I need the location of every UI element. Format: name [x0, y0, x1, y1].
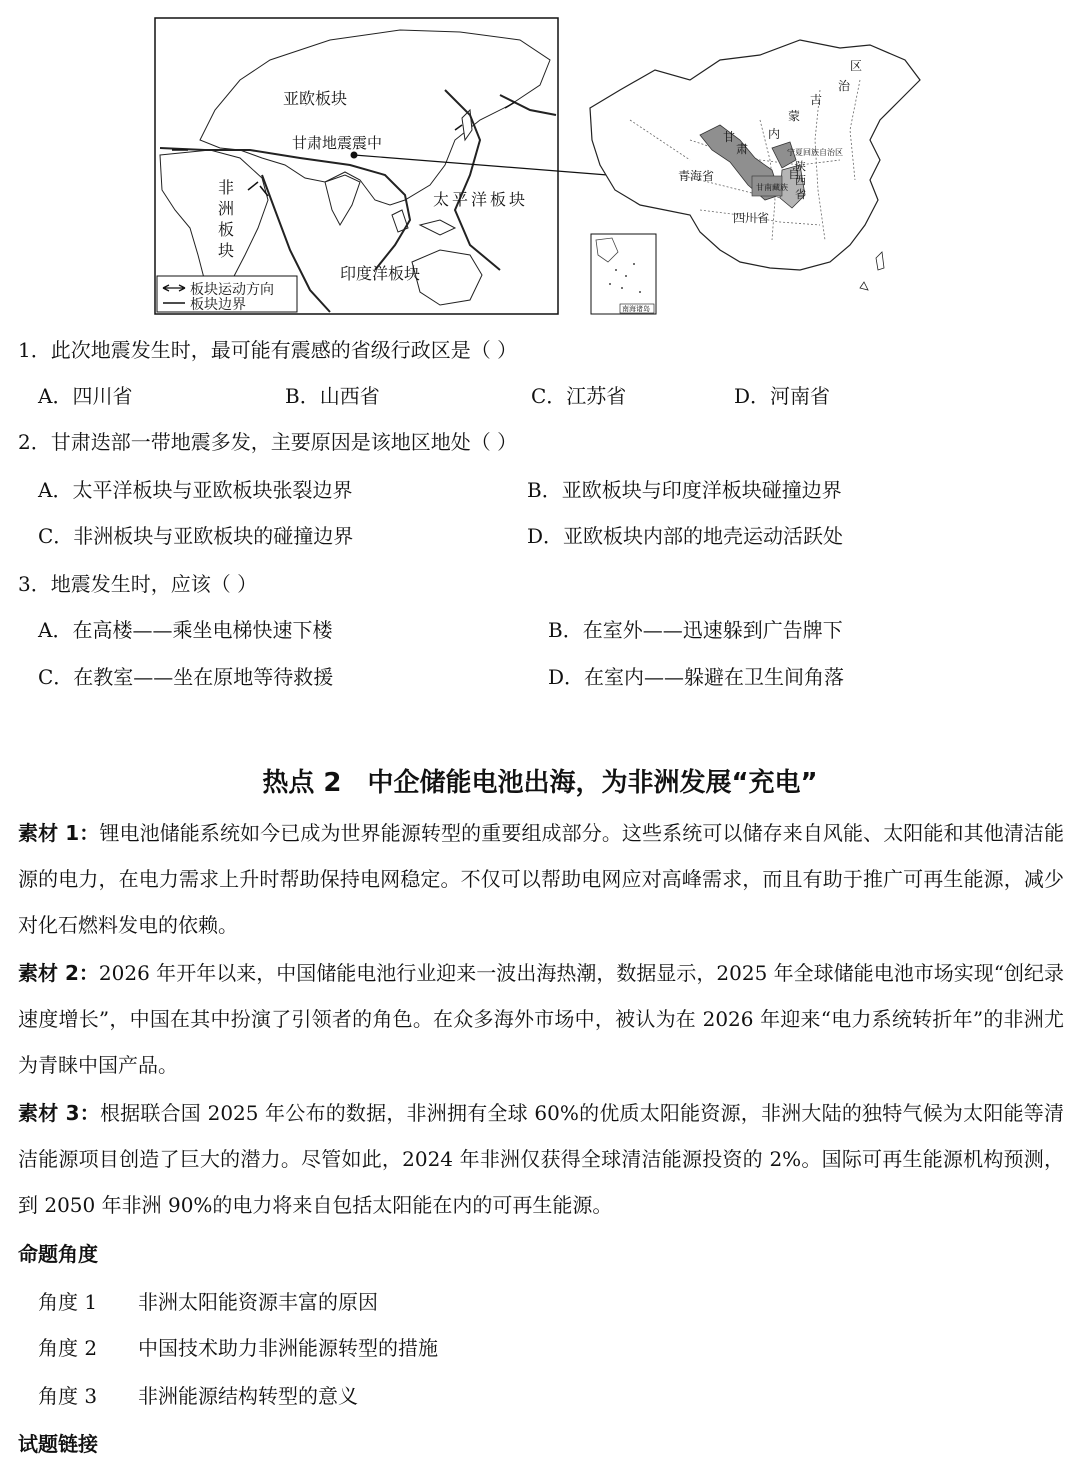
autonomous-label-2: 治: [838, 79, 851, 93]
african-plate-label-4: 块: [218, 241, 235, 260]
question-3-option-c: C．在教室——坐在原地等待救援: [38, 665, 334, 689]
autonomous-label-3: 区: [850, 59, 863, 73]
angle-3-text: 非洲能源结构转型的意义: [138, 1384, 358, 1408]
african-plate-label-1: 非: [218, 178, 235, 197]
question-1-option-d: D．河南省: [734, 384, 831, 408]
angle-1-label: 角度 1: [38, 1290, 98, 1314]
material-3-text: 根据联合国 2025 年公布的数据，非洲拥有全球 60%的优质太阳能资源，非洲大陆的独特气候为太阳能等清洁能源项目创造了巨大的潜力。尽管如此，2024 年非洲仅获得全球清洁能源投资的 2%。国际可再生能源机构预测，到 2050 年非洲 90%的电力将来自包括太阳能在内的可再生能源。: [18, 1101, 1064, 1217]
question-2-stem: 2．甘肃迭部一带地震多发，主要原因是该地区地处（ ）: [18, 430, 518, 454]
question-1-stem: 1．此次地震发生时，最可能有震感的省级行政区是（ ）: [18, 338, 518, 362]
map-figure: [0, 0, 1080, 330]
material-1-text: 锂电池储能系统如今已成为世界能源转型的重要组成部分。这些系统可以储存来自风能、太阳能和其他清洁能源的电力，在电力需求上升时帮助保持电网稳定。不仅可以帮助电网应对高峰需求，而且有助于推广可再生能源，减少对化石燃料发电的依赖。: [18, 821, 1064, 937]
eurasian-plate-label: 亚欧板块: [283, 89, 348, 108]
gannan-label: 甘南藏族: [756, 183, 788, 192]
material-2-label: 素材 2：: [18, 961, 99, 985]
epicenter-label: 甘肃地震震中: [292, 134, 383, 152]
inner-mongolia-label-3: 古: [810, 93, 823, 107]
angle-3-label: 角度 3: [38, 1384, 98, 1408]
south-sea-inset-label: 南海诸岛: [622, 305, 650, 313]
question-3-option-b: B．在室外——迅速躲到广告牌下: [548, 618, 843, 642]
angle-2-text: 中国技术助力非洲能源转型的措施: [138, 1336, 438, 1360]
material-2-text: 2026 年开年以来，中国储能电池行业迎来一波出海热潮，数据显示，2025 年全球储能电池市场实现“创纪录速度增长”，中国在其中扮演了引领者的角色。在众多海外市场中，被认为在 2026 年迎来“电力系统转折年”的非洲尤为青睐中国产品。: [18, 961, 1064, 1077]
angle-1-text: 非洲太阳能资源丰富的原因: [138, 1290, 378, 1314]
china-province-map: [590, 40, 920, 314]
hotspot-title: 热点 2 中企储能电池出海，为非洲发展“充电”: [262, 768, 818, 798]
angle-item: [38, 1288, 378, 1316]
material-1-paragraph: [18, 810, 1064, 948]
question-2-option-d: D．亚欧板块内部的地壳运动活跃处: [527, 524, 844, 548]
angle-heading: 命题角度: [18, 1242, 98, 1266]
inner-mongolia-label-1: 内: [768, 127, 781, 141]
gansu-label-2: 肃: [736, 142, 749, 156]
question-2-option-b: B．亚欧板块与印度洋板块碰撞边界: [527, 478, 842, 502]
south-sea-inset: [591, 234, 656, 314]
qinghai-label: 青海省: [678, 169, 715, 183]
ningxia-label: 宁夏回族自治区: [787, 148, 843, 157]
question-1-option-c: C．江苏省: [531, 384, 627, 408]
autonomous-label-1: 自: [788, 167, 801, 181]
shaanxi-label-1: 陕: [795, 160, 806, 173]
pacific-plate-label: 太平洋板块: [433, 190, 529, 209]
link-heading: 试题链接: [18, 1432, 98, 1456]
legend-motion-label: 板块运动方向: [190, 282, 274, 298]
legend-boundary-label: 板块边界: [190, 297, 246, 313]
material-3-paragraph: [18, 1090, 1064, 1228]
sichuan-label: 四川省: [733, 211, 770, 225]
question-2-option-a: A．太平洋板块与亚欧板块张裂边界: [38, 478, 353, 502]
african-plate-label-3: 板: [218, 220, 235, 239]
material-3-label: 素材 3：: [18, 1101, 100, 1125]
shaanxi-label-2: 西: [795, 174, 806, 187]
question-3-stem: 3．地震发生时，应该（ ）: [18, 572, 258, 596]
shaanxi-label-3: 省: [795, 188, 806, 201]
material-1-label: 素材 1：: [18, 821, 100, 845]
angle-item: [38, 1334, 438, 1362]
angle-2-label: 角度 2: [38, 1336, 98, 1360]
question-3-option-d: D．在室内——躲避在卫生间角落: [548, 665, 845, 689]
gansu-label-1: 甘: [723, 130, 736, 144]
indian-plate-label: 印度洋板块: [340, 264, 421, 283]
african-plate-label-2: 洲: [218, 199, 235, 218]
question-1-option-a: A．四川省: [38, 384, 133, 408]
question-3-option-a: A．在高楼——乘坐电梯快速下楼: [38, 618, 333, 642]
question-2-option-c: C．非洲板块与亚欧板块的碰撞边界: [38, 524, 354, 548]
inner-mongolia-label-2: 蒙: [788, 109, 801, 123]
question-1-option-b: B．山西省: [285, 384, 380, 408]
material-2-paragraph: [18, 950, 1064, 1088]
angle-item: [38, 1382, 358, 1410]
